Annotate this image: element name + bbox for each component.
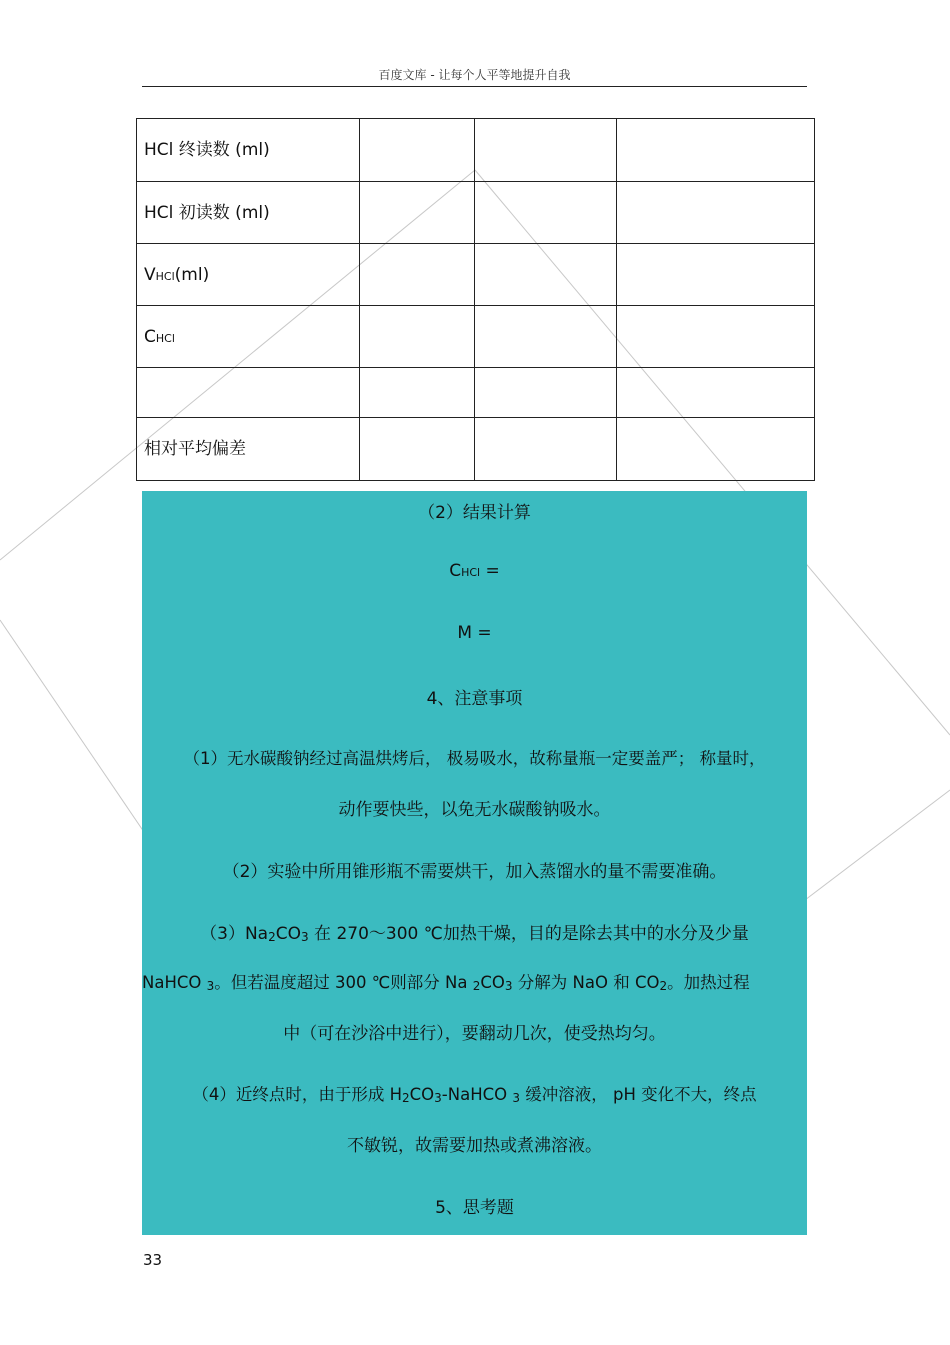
note-3-line-3: 中（可在沙浴中进行），要翻动几次，使受热均匀。 [283, 1024, 666, 1044]
table-row [137, 418, 815, 481]
results-table [136, 118, 815, 481]
table-cell [360, 182, 475, 244]
table-cell [617, 119, 815, 182]
table-row [137, 182, 815, 244]
row-label: 相对平均偏差 [137, 418, 360, 481]
table-cell [475, 368, 617, 418]
page-number: 33 [143, 1251, 163, 1269]
note-1-line-2: 动作要快些，以免无水碳酸钠吸水。 [338, 800, 611, 820]
table-cell [360, 368, 475, 418]
table-cell [617, 244, 815, 306]
note-2: （2）实验中所用锥形瓶不需要烘干，加入蒸馏水的量不需要准确。 [222, 862, 727, 882]
table-row [137, 119, 815, 182]
note-1-line-1: （1）无水碳酸钠经过高温烘烤后， 极易吸水，故称量瓶一定要盖严； 称量时， [183, 749, 766, 768]
row-label: CHCl [137, 306, 360, 368]
table-row [137, 368, 815, 418]
table-cell [617, 368, 815, 418]
table-cell [360, 119, 475, 182]
note-4-line-1: （4）近终点时，由于形成 H2CO3-NaHCO 3 缓冲溶液， pH 变化不大，终点 [192, 1085, 757, 1105]
page-header: 百度文库 - 让每个人平等地提升自我 [378, 68, 571, 82]
table-cell [617, 182, 815, 244]
note-3-line-2: NaHCO 3。但若温度超过 300 ℃则部分 Na 2CO3 分解为 NaO 和 CO2。加热过程 [142, 973, 750, 993]
row-label [137, 368, 360, 418]
note-4-line-2: 不敏锐，故需要加热或煮沸溶液。 [347, 1136, 602, 1156]
row-label: VHCl(ml) [137, 244, 360, 306]
table-cell [475, 182, 617, 244]
table-cell [617, 418, 815, 481]
result-title: （2）结果计算 [418, 503, 531, 523]
table-row [137, 306, 815, 368]
table-row [137, 244, 815, 306]
highlighted-section [142, 491, 807, 1235]
table-cell [617, 306, 815, 368]
table-cell [360, 306, 475, 368]
table-cell [475, 306, 617, 368]
table-cell [475, 244, 617, 306]
table-cell [475, 418, 617, 481]
table-cell [360, 418, 475, 481]
notes-heading: 4、注意事项 [426, 689, 523, 709]
c-hcl-formula: CHCl = [449, 561, 500, 581]
m-formula: M = [457, 623, 492, 643]
row-label: HCl 初读数 (ml) [137, 182, 360, 244]
note-3-line-1: （3）Na2CO3 在 270～300 ℃加热干燥，目的是除去其中的水分及少量 [200, 924, 749, 944]
section-5-heading: 5、思考题 [435, 1198, 514, 1218]
table-cell [475, 119, 617, 182]
row-label: HCl 终读数 (ml) [137, 119, 360, 182]
table-cell [360, 244, 475, 306]
header-divider [142, 86, 807, 87]
